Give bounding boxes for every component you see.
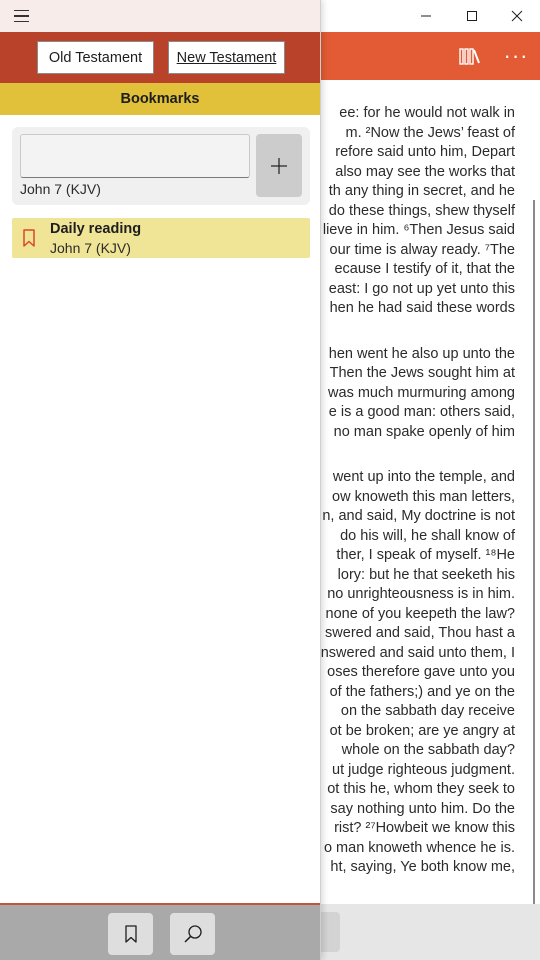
verse-line: refore said unto him, Depart (335, 144, 515, 160)
minimize-icon (420, 10, 432, 22)
new-testament-button[interactable]: New Testament (168, 41, 285, 74)
bookmark-reference: John 7 (KJV) (50, 240, 131, 256)
verse-line: nswered and said unto them, I (320, 644, 515, 661)
search-tab-button[interactable] (170, 913, 215, 955)
verse-line: hen he had said these words (329, 300, 515, 316)
verse-line: ut judge righteous judgment. (332, 761, 515, 778)
verse-line: ht, saying, Ye both know me, (330, 859, 515, 875)
old-testament-button[interactable]: Old Testament (37, 41, 154, 74)
verse-line: ot be broken; are ye angry at (329, 722, 515, 739)
pane-footer (0, 903, 320, 960)
verse-line: went up into the temple, and (332, 469, 515, 485)
verse-line: lory: but he that seeketh his (337, 566, 515, 583)
bookmark-icon (22, 229, 36, 247)
verse-line: m. ²Now the Jews’ feast of (345, 124, 515, 141)
maximize-icon (466, 10, 478, 22)
verse-line: n, and said, My doctrine is not (322, 508, 515, 524)
hamburger-icon[interactable] (6, 2, 36, 30)
library-button[interactable] (448, 32, 492, 80)
verse-line: say nothing unto him. Do the (330, 800, 515, 817)
verse-line: none of you keepeth the law? (325, 605, 515, 622)
scrollbar[interactable] (533, 200, 535, 904)
verse-line: no unrighteousness is in him. (327, 586, 515, 602)
more-icon: ··· (503, 43, 529, 68)
verse-line: ee: for he would not walk in (339, 105, 515, 121)
close-icon (511, 10, 523, 22)
bookmark-name-input[interactable] (20, 134, 250, 178)
verse-line: lieve in him. ⁶Then Jesus said (322, 222, 515, 238)
verse-line: east: I go not up yet unto this (328, 280, 515, 297)
current-reference: John 7 (KJV) (20, 181, 101, 197)
verse-line: our time is alway ready. ⁷The (329, 241, 515, 258)
verse-line: Then the Jews sought him at (329, 365, 515, 381)
verse-line: ow knoweth this man letters, (332, 488, 515, 505)
pane-top-strip (0, 0, 320, 32)
verse-line: whole on the sabbath day? (341, 742, 515, 758)
verse-line: on the sabbath day receive (340, 703, 515, 719)
new-bookmark-card (12, 127, 310, 205)
verse-line: e is a good man: others said, (328, 404, 515, 420)
close-button[interactable] (494, 0, 540, 32)
library-icon (459, 46, 481, 66)
verse-line: was much murmuring among (328, 384, 515, 401)
testament-bar (0, 32, 320, 83)
bookmarks-tab-button[interactable] (108, 913, 153, 955)
verse-line: of the fathers;) and ye on the (329, 683, 515, 700)
more-button[interactable] (494, 32, 538, 80)
verse-line: swered and said, Thou hast a (325, 625, 515, 641)
verse-line: do these things, shew thyself (328, 202, 515, 219)
verse-line: th any thing in secret, and he (328, 183, 515, 199)
verse-line: hen went he also up unto the (328, 345, 515, 362)
bookmark-icon (124, 925, 138, 943)
verse-line: also may see the works that (335, 163, 515, 180)
add-bookmark-button[interactable] (256, 134, 302, 197)
plus-icon (270, 157, 288, 175)
bookmarks-header: Bookmarks (0, 83, 320, 115)
bookmark-title: Daily reading (50, 221, 142, 237)
minimize-button[interactable] (403, 0, 449, 32)
verse-line: ther, I speak of myself. ¹⁸He (336, 547, 515, 563)
verse-line: o man knoweth whence he is. (323, 839, 515, 856)
maximize-button[interactable] (449, 0, 495, 32)
verse-line: oses therefore gave unto you (327, 664, 515, 680)
verse-line: ecause I testify of it, that the (334, 261, 515, 277)
verse-line: ot this he, whom they seek to (327, 781, 515, 797)
bookmark-list-item[interactable] (12, 218, 310, 258)
search-icon (183, 924, 203, 944)
verse-line: rist? ²⁷Howbeit we know this (334, 820, 515, 836)
verse-line: no man spake openly of him (333, 423, 515, 440)
verse-line: do his will, he shall know of (340, 527, 515, 544)
